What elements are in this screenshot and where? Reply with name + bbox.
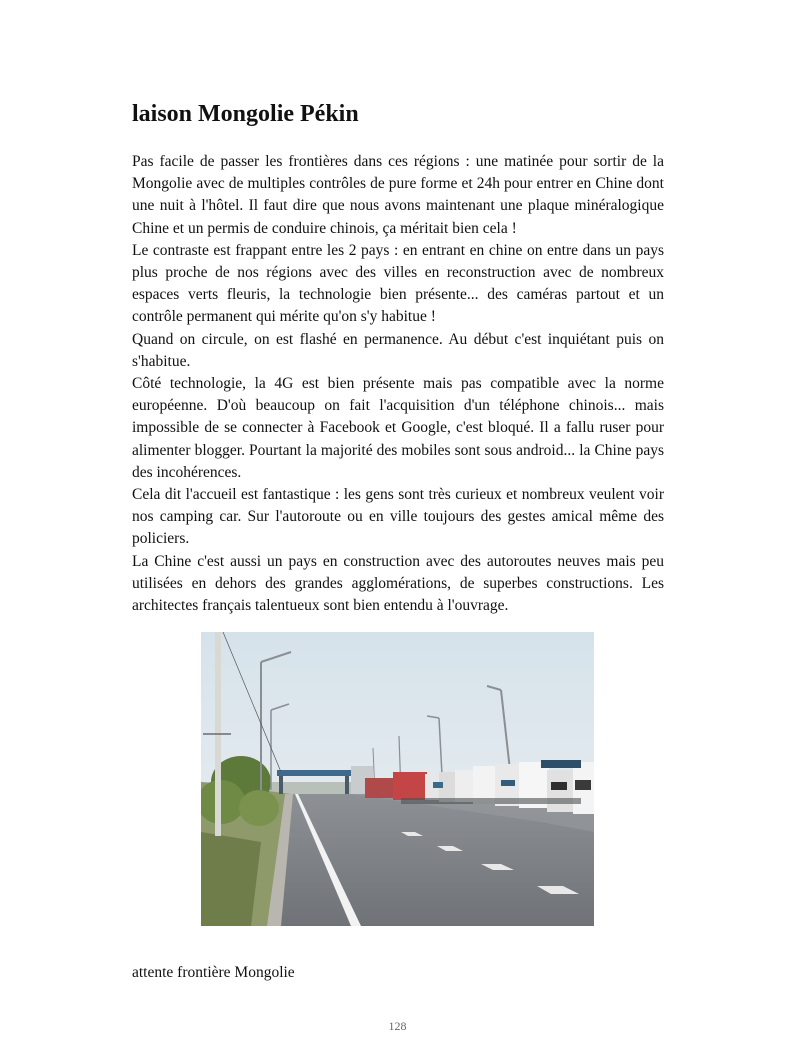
paragraph: Le contraste est frappant entre les 2 pays : en entrant en chine on entre dans un pays plus proche de nos régions avec des villes en reconstruction avec de nombreux espaces verts fleuris, la technologie bien présente... des caméras partout et un contrôle permanent qui mérite qu'on s'y habitue !: [132, 241, 664, 326]
paragraph: La Chine c'est aussi un pays en construction avec des autoroutes neuves mais peu utilisées en dehors des grandes agglomérations, de superbes constructions. Les architectes français talentueux sont bien entendu à l'ouvrage.: [132, 552, 664, 615]
border-queue-photo: [201, 632, 594, 926]
page-number: 128: [388, 1019, 407, 1033]
page-title: laison Mongolie Pékin: [132, 101, 359, 127]
paragraph: Pas facile de passer les frontières dans ces régions : une matinée pour sortir de la Mongolie avec de multiples contrôles de pure forme et 24h pour entrer en Chine dont une nuit à l'hôtel. Il faut dire que nous avons maintenant une plaque minéralogique Chine et un permis de conduire chinois, ça méritait bien cela !: [132, 153, 664, 237]
paragraph: Cela dit l'accueil est fantastique : les gens sont très curieux et nombreux veulent voir nos camping car. Sur l'autoroute ou en ville toujours des gestes amical même des policiers.: [132, 486, 664, 548]
photo-caption: attente frontière Mongolie: [132, 964, 295, 981]
paragraph: Quand on circule, on est flashé en permanence. Au début c'est inquiétant puis on s'habitue.: [132, 330, 664, 370]
paragraph: Côté technologie, la 4G est bien présente mais pas compatible avec la norme européenne. D'où beaucoup on fait l'acquisition d'un téléphone chinois... mais impossible de se connecter à Facebook et Google, c'est bloqué. Il a fallu ruser pour alimenter blogger. Pourtant la majorité des mobiles sont sous android... la Chine pays des incohérences.: [132, 375, 664, 481]
body-text: [132, 151, 664, 617]
